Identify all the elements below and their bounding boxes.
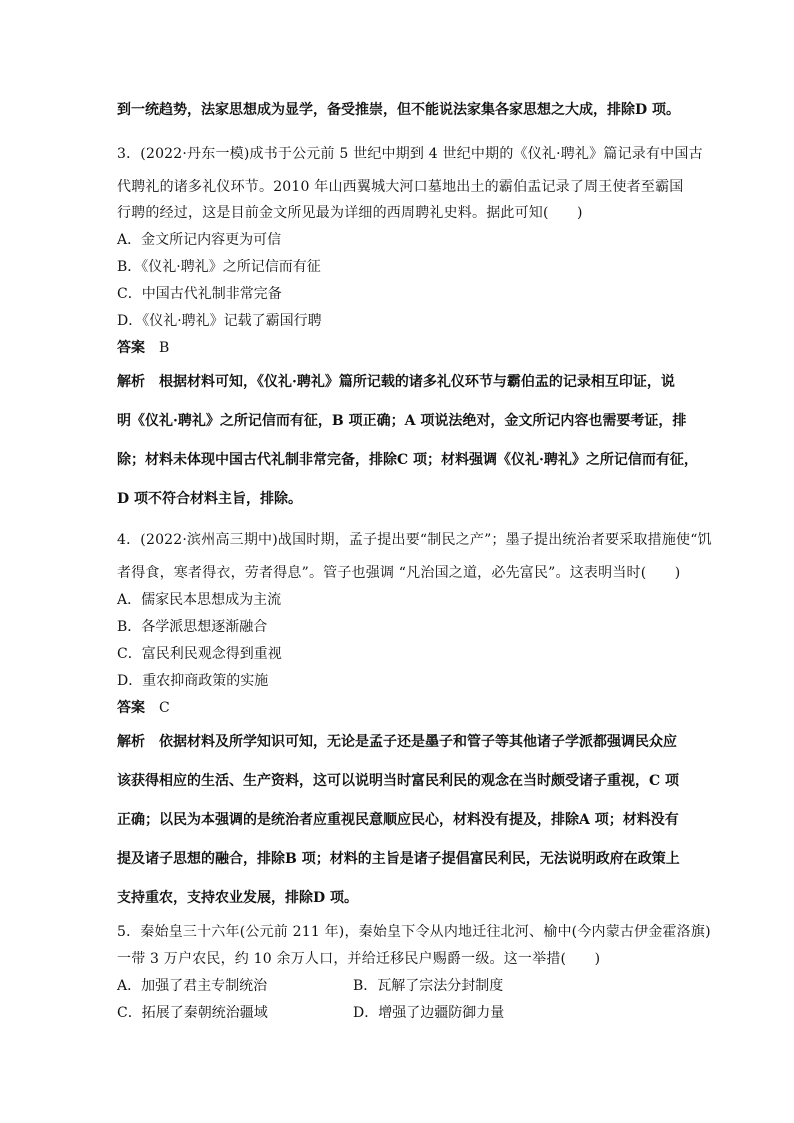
question-5-options-row-1 — [117, 977, 504, 995]
question-4-option-d: D．重农抑商政策的实施 — [117, 673, 269, 689]
question-5-option-d: D．增强了边疆防御力量 — [353, 1005, 505, 1021]
question-3-option-c: C．中国古代礼制非常完备 — [117, 286, 282, 302]
question-5-options-row-2 — [117, 1004, 505, 1022]
question-5-option-c: C．拓展了秦朝统治疆域 — [117, 1005, 268, 1021]
question-4-explanation-line-1 — [117, 733, 677, 751]
question-4-explanation-line-5: 支持重农，支持农业发展，排除D 项。 — [117, 890, 359, 906]
question-4-option-b: B．各学派思想逐渐融合 — [117, 619, 268, 635]
explanation-continuation: 到一统趋势，法家思想成为显学，备受推崇，但不能说法家集各家思想之大成，排除D 项。 — [117, 102, 681, 118]
explanation-text: 根据材料可知，《仪礼·聘礼》篇所记载的诸多礼仪环节与霸伯盂的记录相互印证，说 — [159, 374, 675, 390]
question-3-stem-line-3: 行聘的经过，这是目前金文所见最为详细的西周聘礼史料。据此可知( ) — [117, 205, 583, 221]
question-4-option-c: C．富民利民观念得到重视 — [117, 646, 282, 662]
question-3-explanation-line-1 — [117, 373, 675, 391]
question-3-answer — [117, 339, 169, 357]
question-4-option-a: A．儒家民本思想成为主流 — [117, 592, 282, 608]
question-4-explanation-line-4: 提及诸子思想的融合，排除B 项；材料的主旨是诸子提倡富民利民，无法说明政府在政策上 — [117, 851, 680, 867]
answer-value: B — [159, 340, 170, 356]
question-4-explanation-line-3: 正确；以民为本强调的是统治者应重视民意顺应民心，材料没有提及，排除A 项；材料没有 — [117, 812, 679, 828]
question-4-stem-line-1: 4．(2022·滨州高三期中)战国时期，孟子提出要“制民之产”；墨子提出统治者要采取措施使“饥 — [117, 532, 712, 548]
explanation-label: 解析 — [117, 374, 145, 390]
question-4-explanation-line-2: 该获得相应的生活、生产资料，这可以说明当时富民利民的观念在当时颇受诸子重视，C 项 — [117, 773, 680, 789]
question-5-option-a: A．加强了君主专制统治 — [117, 978, 268, 994]
question-3-stem-line-1: 3．(2022·丹东一模)成书于公元前 5 世纪中期到 4 世纪中期的《仪礼·聘礼》篇记录有中国古 — [117, 146, 703, 162]
question-4-answer — [117, 699, 170, 717]
question-4-stem-line-2: 者得食，寒者得衣，劳者得息”。管子也强调 “凡治国之道，必先富民”。这表明当时( ) — [117, 565, 681, 581]
explanation-label: 解析 — [117, 734, 145, 750]
question-5-stem-line-1: 5．秦始皇三十六年(公元前 211 年)，秦始皇下令从内地迁往北河、榆中(今内蒙古伊金霍洛旗) — [117, 924, 711, 940]
question-3-explanation-line-4: D 项不符合材料主旨，排除。 — [117, 491, 303, 507]
question-5-stem-line-2: 一带 3 万户农民，约 10 余万人口，并给迁移民户赐爵一级。这一举措( ) — [117, 951, 601, 967]
question-3-option-b: B．《仪礼·聘礼》之所记信而有征 — [117, 259, 321, 275]
question-3-stem-line-2: 代聘礼的诸多礼仪环节。2010 年山西翼城大河口墓地出土的霸伯盂记录了周王使者至霸国 — [117, 179, 684, 195]
answer-value: C — [159, 700, 170, 716]
question-3-option-a: A．金文所记内容更为可信 — [117, 232, 282, 248]
answer-label: 答案 — [117, 340, 145, 356]
explanation-text: 依据材料及所学知识可知，无论是孟子还是墨子和管子等其他诸子学派都强调民众应 — [159, 734, 677, 750]
question-3-option-d: D．《仪礼·聘礼》记载了霸国行聘 — [117, 313, 322, 329]
question-3-explanation-line-3: 除；材料未体现中国古代礼制非常完备，排除C 项；材料强调《仪礼·聘礼》之所记信而有征， — [117, 452, 698, 468]
answer-label: 答案 — [117, 700, 145, 716]
question-3-explanation-line-2: 明《仪礼·聘礼》之所记信而有征，B 项正确；A 项说法绝对，金文所记内容也需要考证，排 — [117, 413, 687, 429]
question-5-option-b: B．瓦解了宗法分封制度 — [353, 978, 504, 994]
